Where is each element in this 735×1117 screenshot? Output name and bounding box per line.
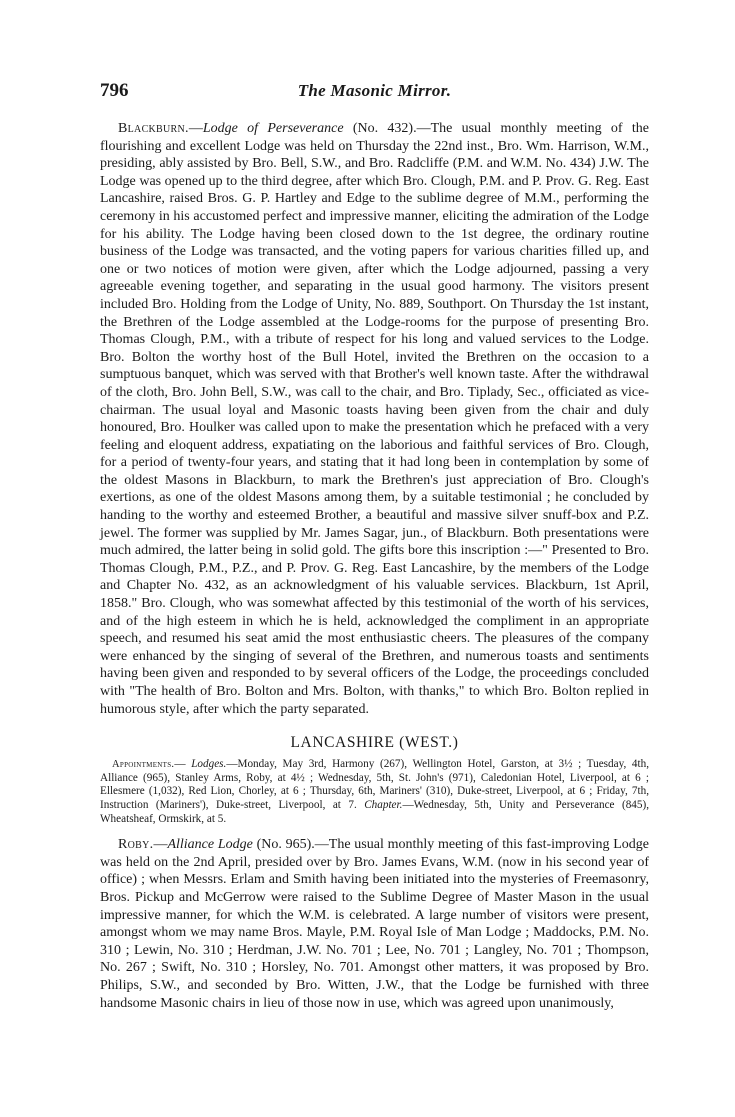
lodge-name: Lodge of Perseverance [202,121,344,136]
appointments-text: —Monday, May 3rd, Harmony (267), Wellington Hotel, Garston, at 3½ ; Tuesday, 4th, Alliance (965), Stanley Arms, Roby, at 4½ ; Wednesday, 5th, St. John's (971), Caledonian Hotel, Liverpool, at 6 ; Ellesmere (1,032), Red Lion, Chorley, at 6 ; Thursday, 6th, Mariners' (310), Duke-street, Liverpool, at 6 ; Friday, 7th, Instruction (Mariners'), Duke-street, Liverpool, at 7. [100,758,650,811]
chapter-label: Chapter. [364,798,403,811]
appointments-notice [100,758,649,826]
appointments-label: Appointments. [112,759,175,771]
place-name: Roby. [118,837,154,853]
dash: — [153,837,168,853]
lodge-name: Alliance Lodge [167,837,253,853]
report-text: (No. 432).—The usual monthly meeting of the flourishing and excellent Lodge was held on Thursday the 22nd inst., Bro. Wm. Harrison, W.M., presiding, ably assisted by Bro. Bell, S.W., and Bro. Radcliffe (P.M. and W.M. No. 434) J.W. The Lodge was opened up to the third degree, after which Bro. Clough, P.M. and P. Prov. G. Reg. East Lancashire, raised Bros. G. P. Hartley and Edge to the sublime degree of M.M., performing the ceremony in his accustomed perfect and impressive manner, eliciting the admiration of the Lodge for his ability. The Lodge having been closed down to the 1st degree, the ordinary routine business of the Lodge was transacted, and the voting papers for various charities filled up, and one or two notices of motion were given, after which the Lodge adjourned, passing a very agreeable evening together, and separating in the usual good harmony. The visitors present included Bro. Holding from the Lodge of Unity, No. 889, Southport. On Thursday the 1st instant, the Brethren of the Lodge assembled at the Lodge-rooms for the purpose of presenting Bro. Thomas Clough, P.M., with a tribute of respect for his long and valued services to the Lodge. Bro. Bolton the worthy host of the Bull Hotel, invited the Brethren on the occasion to a sumptuous banquet, which was served with that Brother's well known taste. After the withdrawal of the cloth, Bro. John Bell, S.W., was call to the chair, and Bro. Tiplady, Sec., officiated as vice-chairman. The usual loyal and Masonic toasts having been given from the chair and duly honoured, Bro. Houlker was called upon to make the presentation which he prefaced with a very feeling and eloquent address, expatiating on the laborious and faithful services of Bro. Clough, for a period of twenty-four years, and stating that it had long been in contemplation by some of the oldest Masons in Blackburn, to mark the Brethren's just appreciation of Bro. Clough's exertions, as one of the oldest Masons among them, by a suitable testimonial ; he concluded by handing to the worthy and esteemed Brother, a beautiful and massive silver snuff-box and P.Z. jewel. The former was supplied by Mr. James Sagar, jun., of Blackburn. Both presentations were much admired, the latter being in solid gold. The gifts bore this inscription :—" Presented to Bro. Thomas Clough, P.M., P.Z., and P. Prov. G. Reg. East Lancashire, by the members of the Lodge and Chapter No. 432, as an acknowledgment of his valuable services. Blackburn, 1st April, 1858." Bro. Clough, who was somewhat affected by this testimonial of the worth of his services, and of the high esteem in which he is held, acknowledged the compliment in an appropriate speech, and resumed his seat amid the most enthusiastic cheers. The pleasures of the company were enhanced by the singing of several of the Brethren, and numerous toasts and sentiments having been given and responded to by several officers of the Lodge, the proceedings concluded with "The health of Bro. Bolton and Mrs. Bolton, with thanks," to which Bro. Bolton replied in humorous style, after which the party separated. [100,121,649,717]
chapter-text: —Wednesday, 5th, Unity and Perseverance (845), Wheatsheaf, Ormskirk, at 5. [100,798,650,825]
dash: — [174,758,192,771]
place-name: Blackburn. [118,121,189,136]
report-text: (No. 965).—The usual monthly meeting of this fast-improving Lodge was held on the 2nd April, presided over by Bro. James Evans, W.M. (now in his second year of office) ; when Messrs. Erlam and Smith having been initiated into the mysteries of Freemasonry, Bros. Pickup and McGerrow were raised to the Sublime Degree of Master Mason in the usual impressive manner, for which the W.M. is celebrated. A large number of visitors were present, amongst whom we may name Bros. Mayle, P.M. Royal Isle of Man Lodge ; Maddocks, P.M. No. 310 ; Lewin, No. 310 ; Herdman, J.W. No. 701 ; Lee, No. 701 ; Langley, No. 701 ; Thompson, No. 267 ; Swift, No. 310 ; Horsley, No. 701. Amongst other matters, it was proposed by Bro. Philips, S.W., and seconded by Bro. Witten, J.W., that the Lodge be furnished with three handsome Masonic chairs in lieu of those now in use, which was agreed upon unanimously, [100,837,649,1011]
section-heading: LANCASHIRE (WEST.) [290,734,459,752]
running-head [100,80,649,104]
article-body [100,120,649,1012]
page-number: 796 [100,80,129,101]
lodges-label: Lodges. [191,758,227,771]
roby-report [100,836,649,1012]
journal-title: The Masonic Mirror. [297,81,452,100]
dash: — [188,121,203,136]
blackburn-report [100,120,649,718]
